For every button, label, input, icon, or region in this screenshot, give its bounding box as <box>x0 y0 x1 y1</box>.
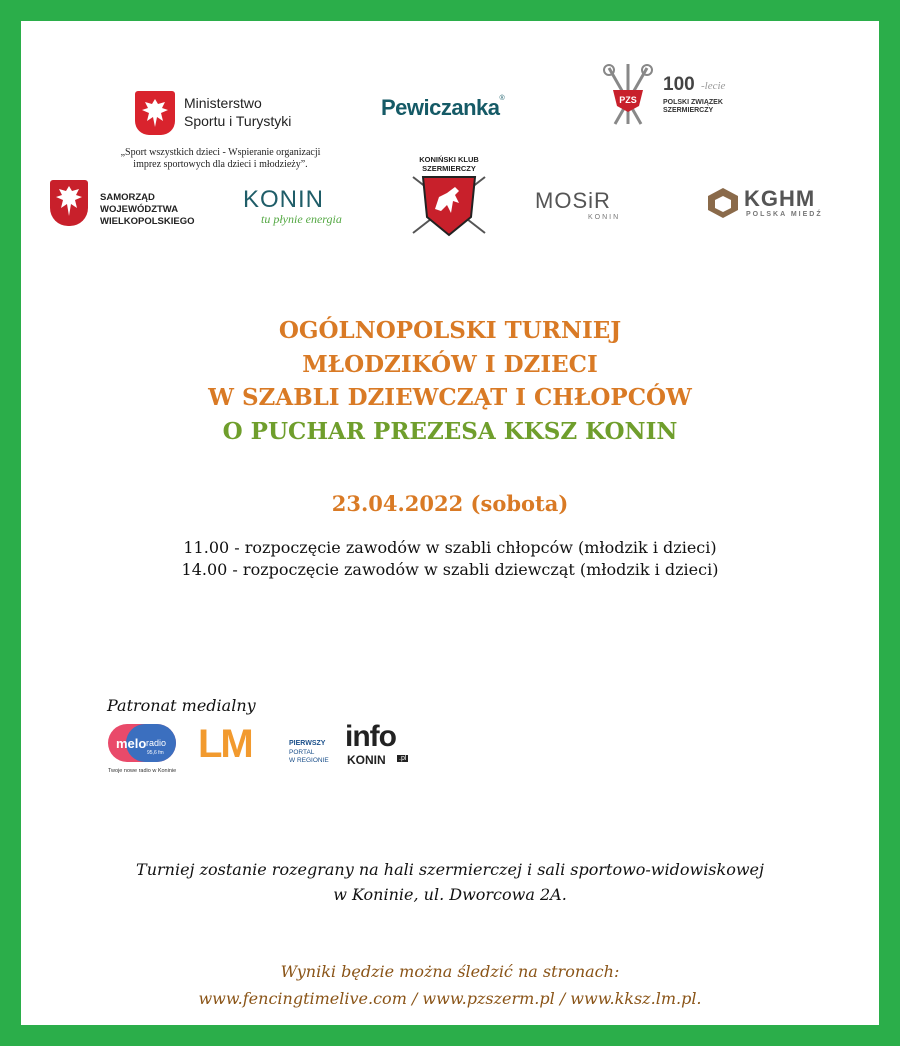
wlkp-line1: SAMORZĄD WOJEWÓDZTWA <box>100 192 179 215</box>
ministry-line2: Sportu i Turystyki <box>184 113 292 129</box>
lm-portal-logo <box>198 724 338 768</box>
konin-word: KONIN <box>243 186 325 213</box>
lm-region: W REGIONIE <box>289 757 329 764</box>
pzs-name <box>663 99 723 115</box>
wlkp-line2: WIELKOPOLSKIEGO <box>100 216 195 227</box>
schedule-item-girls: 14.00 - rozpoczęcie zawodów w szabli dziewcząt (młodzik i dzieci) <box>181 560 719 579</box>
motto-line1: „Sport wszystkich dzieci - Wspieranie organizacji <box>120 147 321 158</box>
venue-address: w Koninie, ul. Dworcowa 2A. <box>333 885 567 904</box>
melo-frequency: 95,6 fm <box>147 750 164 756</box>
pzs-lecie: -lecie <box>701 80 726 92</box>
wielkopolska-eagle-icon <box>50 180 88 226</box>
kghm-cube-icon <box>706 186 740 220</box>
konin-logo <box>243 186 393 232</box>
results-line1: Wyniki będzie można śledzić na stronach: <box>280 962 620 981</box>
media-patronage-heading: Patronat medialny <box>107 696 256 715</box>
melo-word: melo <box>116 736 147 751</box>
lm-word: LM <box>198 722 252 766</box>
title-line4: O PUCHAR PREZESA KKSZ KONIN <box>222 417 678 445</box>
tournament-title <box>40 314 860 448</box>
lm-first: PIERWSZY <box>289 740 326 747</box>
mosir-logo <box>535 188 635 228</box>
info-word: info <box>345 720 396 753</box>
schedule-item-boys: 11.00 - rozpoczęcie zawodów w szabli chłopców (młodzik i dzieci) <box>183 538 717 557</box>
white-eagle-icon <box>135 91 175 135</box>
motto-line2: imprez sportowych dla dzieci i młodzieży”. <box>133 159 308 170</box>
pzs-number: 100 <box>663 74 695 95</box>
pzs-line1: POLSKI ZWIĄZEK <box>663 99 723 106</box>
melo-radio-logo <box>106 722 181 782</box>
event-date: 23.04.2022 (sobota) <box>331 491 569 516</box>
pzs-100-logo <box>597 62 747 128</box>
kksz-line2: SZERMIERCZY <box>422 164 476 173</box>
ministry-logo <box>135 88 335 138</box>
title-line3: W SZABLI DZIEWCZĄT I CHŁOPCÓW <box>208 384 692 411</box>
mosir-sub: KONIN <box>588 214 621 221</box>
results-info <box>40 958 860 1012</box>
konin-tagline: tu płynie energia <box>261 212 342 226</box>
kghm-logo <box>706 184 840 222</box>
wielkopolska-logo <box>50 180 220 230</box>
schedule <box>40 537 860 581</box>
mosir-word: MOSiR <box>535 188 611 213</box>
venue-info <box>40 857 860 907</box>
melo-radio: radio <box>146 738 167 748</box>
kghm-word: KGHM <box>744 186 816 211</box>
lm-portal: PORTAL <box>289 749 315 756</box>
crossed-sabres-icon <box>597 62 659 128</box>
kksz-logo <box>404 155 494 241</box>
info-konin: KONIN <box>347 753 386 767</box>
ministry-motto <box>108 147 333 171</box>
registered-mark: ® <box>499 95 505 102</box>
kghm-sub: POLSKA MIEDŹ <box>746 211 823 218</box>
kksz-line1: KONIŃSKI KLUB <box>419 155 479 164</box>
pewiczanka-logo <box>381 95 504 121</box>
title-line1: OGÓLNOPOLSKI TURNIEJ <box>278 317 622 344</box>
melo-tagline: Twoje nowe radio w Koninie <box>108 768 177 774</box>
title-line2: MŁODZIKÓW I DZIECI <box>302 350 598 378</box>
ministry-name <box>184 94 291 130</box>
pzs-badge-text: PZS <box>619 95 637 105</box>
results-links: www.fencingtimelive.com / www.pzszerm.pl / www.kksz.lm.pl. <box>198 989 702 1008</box>
info-konin-logo <box>345 721 435 771</box>
pzs-line2: SZERMIERCZY <box>663 107 714 114</box>
horse-shield-icon <box>409 173 489 239</box>
info-pl: .pl <box>399 755 407 762</box>
venue-line1: Turniej zostanie rozegrany na hali szermierczej i sali sportowo-widowiskowej <box>136 860 764 879</box>
ministry-line1: Ministerstwo <box>184 95 262 111</box>
pewiczanka-word: Pewiczanka <box>381 95 500 120</box>
